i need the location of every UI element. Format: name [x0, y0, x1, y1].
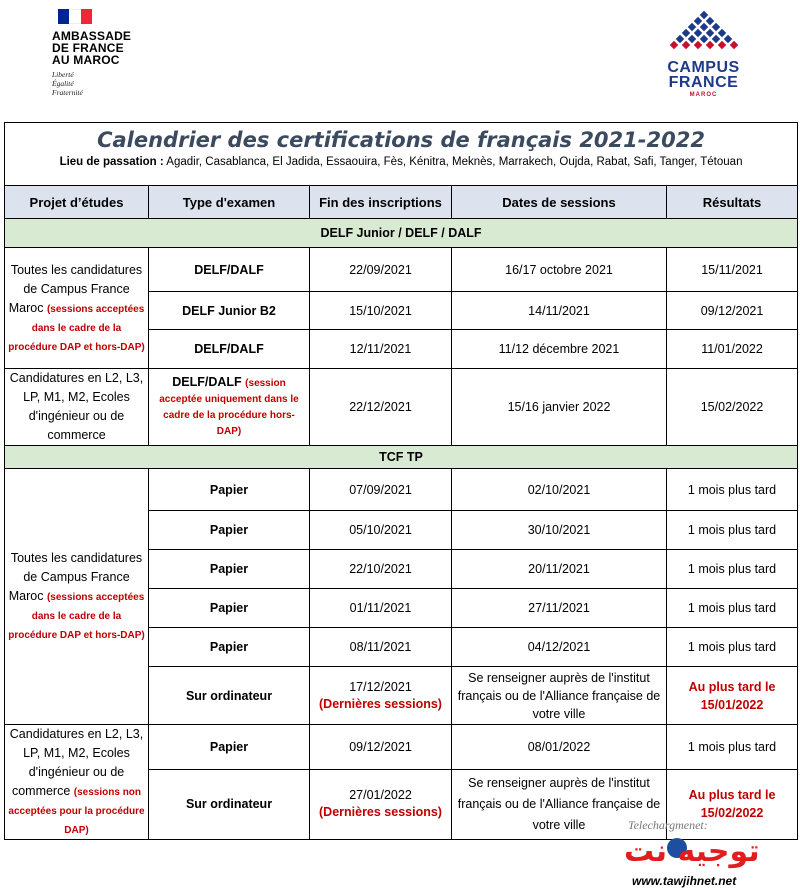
registration-deadline-cell	[310, 667, 452, 725]
results-date: 15/11/2021	[667, 248, 798, 292]
campus-france-diamond-icon	[664, 10, 744, 60]
maroc-subtitle: MAROC	[689, 92, 718, 98]
session-dates: 02/10/2021	[452, 469, 667, 511]
title-cell	[5, 123, 798, 186]
embassy-line: AMBASSADE	[52, 29, 132, 43]
project-cell	[5, 469, 149, 725]
last-sessions-note: (Dernières sessions)	[319, 805, 442, 820]
last-sessions-note: (Dernières sessions)	[319, 696, 442, 711]
registration-deadline: 17/12/2021	[349, 679, 412, 694]
section-header: DELF Junior / DELF / DALF	[5, 219, 798, 248]
exam-type-cell	[149, 369, 310, 446]
exam-type: Papier	[149, 550, 310, 589]
french-flag-icon	[58, 9, 92, 24]
campus-france-logo	[656, 10, 751, 110]
column-header: Projet d’études	[5, 186, 149, 219]
table-row	[5, 469, 798, 511]
registration-deadline: 07/09/2021	[310, 469, 452, 511]
exam-type: DELF Junior B2	[149, 292, 310, 330]
exam-type: Papier	[149, 628, 310, 667]
session-dates: Se renseigner auprès de l'institut français ou de l'Alliance française de votre ville	[452, 769, 667, 839]
column-header-row	[5, 186, 798, 219]
table-row	[5, 369, 798, 446]
motto-line: Égalité	[52, 79, 74, 88]
project-text: Candidatures en L2, L3, LP, M1, M2, Ecoles d'ingénieur ou de commerce	[9, 371, 144, 442]
campus-title: CAMPUS	[667, 59, 740, 76]
table-row	[5, 248, 798, 292]
registration-deadline: 08/11/2021	[310, 628, 452, 667]
results-date: 1 mois plus tard	[667, 469, 798, 511]
registration-deadline: 15/10/2021	[310, 292, 452, 330]
registration-deadline: 27/01/2022	[349, 788, 412, 803]
project-text: Candidatures en L2, L3, LP, M1, M2, Ecoles d'ingénieur ou de commerce	[9, 727, 144, 798]
exam-type: DELF/DALF	[172, 375, 242, 389]
results-date: 1 mois plus tard	[667, 628, 798, 667]
project-cell	[5, 248, 149, 369]
embassy-line: AU MAROC	[52, 53, 120, 67]
session-dates: 20/11/2021	[452, 550, 667, 589]
results-date: 1 mois plus tard	[667, 725, 798, 770]
session-dates: 04/12/2021	[452, 628, 667, 667]
project-note: (sessions acceptées dans le cadre de la procédure DAP et hors-DAP)	[8, 592, 145, 641]
results-date: Au plus tard le 15/01/2022	[667, 667, 798, 725]
results-date: 1 mois plus tard	[667, 511, 798, 550]
republic-motto	[52, 70, 162, 97]
column-header: Type d'examen	[149, 186, 310, 219]
exam-type-note: (session acceptée uniquement dans le cadre de la procédure hors-DAP)	[159, 378, 299, 437]
results-date: 11/01/2022	[667, 330, 798, 369]
lieu-passation	[9, 153, 793, 185]
motto-line: Liberté	[52, 70, 74, 79]
certification-calendar-table	[4, 122, 798, 840]
project-text: Toutes les candidatures de Campus France Maroc	[8, 551, 143, 603]
session-dates: 15/16 janvier 2022	[452, 369, 667, 446]
results-date: 15/02/2022	[667, 369, 798, 446]
table-row	[5, 725, 798, 770]
column-header: Résultats	[667, 186, 798, 219]
session-dates: 11/12 décembre 2021	[452, 330, 667, 369]
registration-deadline: 12/11/2021	[310, 330, 452, 369]
results-date: 1 mois plus tard	[667, 589, 798, 628]
project-cell	[5, 725, 149, 840]
exam-type: Papier	[149, 725, 310, 770]
embassy-logo	[52, 9, 162, 109]
project-text: Toutes les candidatures de Campus France Maroc	[8, 262, 143, 315]
registration-deadline: 22/10/2021	[310, 550, 452, 589]
project-note: (sessions acceptées dans le cadre de la procédure DAP et hors-DAP)	[8, 303, 145, 353]
project-note: (sessions non acceptées pour la procédure DAP)	[8, 787, 145, 836]
registration-deadline: 01/11/2021	[310, 589, 452, 628]
session-dates: Se renseigner auprès de l'institut français ou de l'Alliance française de votre ville	[452, 667, 667, 725]
exam-type: Sur ordinateur	[149, 667, 310, 725]
registration-deadline-cell	[310, 769, 452, 839]
registration-deadline: 22/12/2021	[310, 369, 452, 446]
results-date: 1 mois plus tard	[667, 550, 798, 589]
column-header: Dates de sessions	[452, 186, 667, 219]
exam-type: DELF/DALF	[149, 248, 310, 292]
registration-deadline: 22/09/2021	[310, 248, 452, 292]
results-date: 09/12/2021	[667, 292, 798, 330]
session-dates: 16/17 octobre 2021	[452, 248, 667, 292]
registration-deadline: 05/10/2021	[310, 511, 452, 550]
exam-type: Papier	[149, 469, 310, 511]
watermark-label: Telechargmenet:	[628, 818, 708, 832]
results-date: Au plus tard le 15/02/2022	[667, 769, 798, 839]
exam-type: Papier	[149, 589, 310, 628]
project-cell	[5, 369, 149, 446]
watermark-arabic-logo: توجيه نت	[624, 834, 760, 869]
france-title: FRANCE	[668, 74, 739, 91]
page-title: Calendrier des certifications de français 2021-2022	[97, 128, 705, 152]
exam-type: Papier	[149, 511, 310, 550]
session-dates: 27/11/2021	[452, 589, 667, 628]
lieu-label: Lieu de passation :	[59, 156, 164, 168]
exam-type: Sur ordinateur	[149, 769, 310, 839]
lieu-cities: Agadir, Casablanca, El Jadida, Essaouira, Fès, Kénitra, Meknès, Marrakech, Oujda, Rabat, Safi, Tanger, Tétouan	[163, 156, 743, 168]
session-dates: 14/11/2021	[452, 292, 667, 330]
watermark-url: www.tawjihnet.net	[632, 874, 737, 888]
exam-type: DELF/DALF	[149, 330, 310, 369]
column-header: Fin des inscriptions	[310, 186, 452, 219]
registration-deadline: 09/12/2021	[310, 725, 452, 770]
session-dates: 08/01/2022	[452, 725, 667, 770]
motto-line: Fraternité	[52, 88, 83, 97]
embassy-line: DE FRANCE	[52, 41, 124, 55]
session-dates: 30/10/2021	[452, 511, 667, 550]
embassy-name	[52, 30, 162, 66]
section-header: TCF TP	[5, 446, 798, 469]
